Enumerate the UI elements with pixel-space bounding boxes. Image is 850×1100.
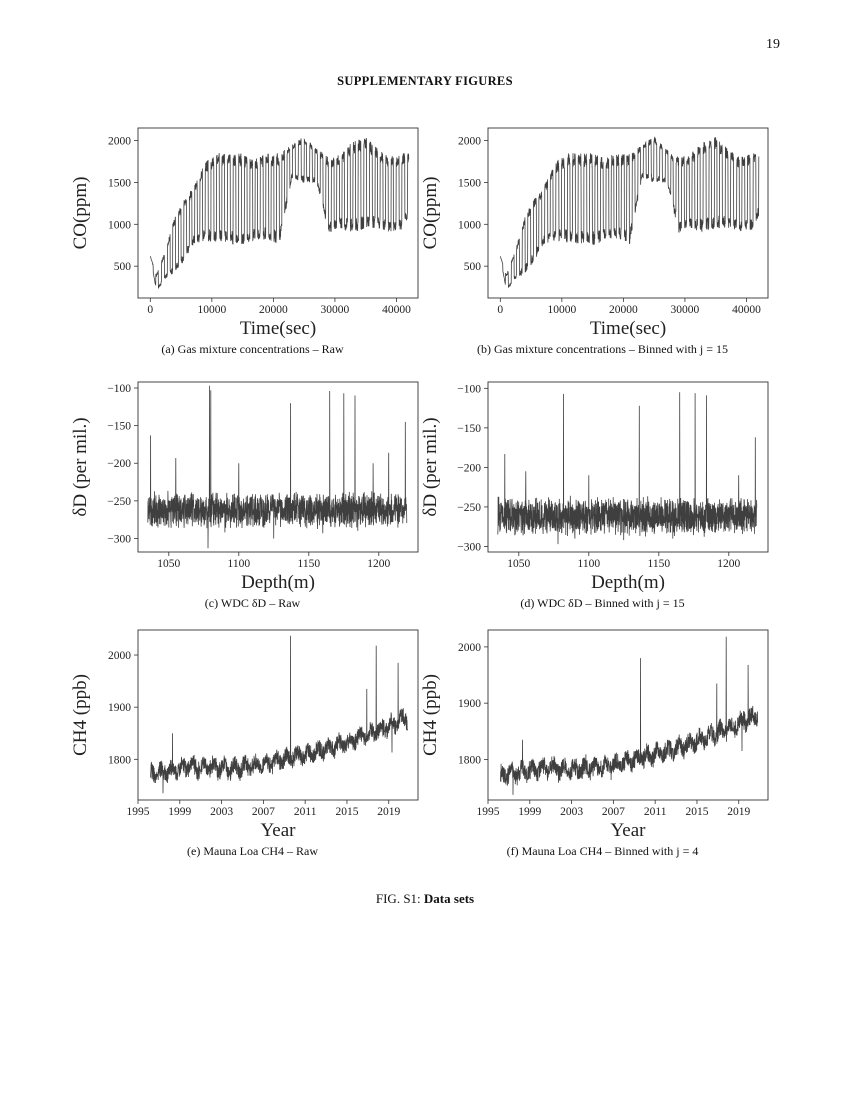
x-tick-label: 40000 (732, 304, 761, 316)
x-tick-label: 1995 (126, 806, 150, 818)
y-tick-label: −100 (107, 383, 131, 396)
x-tick-label: 1050 (157, 558, 181, 570)
panel-f (405, 620, 800, 860)
y-tick-label: 500 (463, 261, 481, 274)
x-tick-label: 2007 (601, 806, 625, 818)
y-tick-label: −300 (457, 541, 481, 554)
y-tick-label: −200 (107, 458, 131, 471)
panel-e (55, 620, 450, 860)
chart-panel-e (55, 620, 450, 840)
x-tick-label: 1995 (476, 806, 500, 818)
y-tick-label: 2000 (458, 641, 481, 654)
x-tick-label: 2015 (685, 806, 709, 818)
y-tick-label: 1000 (458, 219, 481, 232)
y-axis-label: CH4 (ppb) (70, 674, 91, 756)
y-axis-label: CO(ppm) (70, 176, 91, 250)
x-tick-label: 1200 (367, 558, 391, 570)
y-axis-label: CH4 (ppb) (420, 674, 441, 756)
x-tick-label: 2019 (377, 806, 401, 818)
panel-b (405, 118, 800, 358)
x-tick-label: 2019 (727, 806, 751, 818)
caption-c: (c) WDC δD – Raw (204, 596, 301, 610)
x-axis-label: Year (610, 820, 646, 841)
figure-caption (0, 891, 850, 907)
x-tick-label: 1999 (168, 806, 192, 818)
plot-area (138, 382, 418, 552)
caption-f: (f) Mauna Loa CH4 – Binned with j = 4 (506, 844, 699, 858)
x-tick-label: 0 (147, 304, 154, 316)
y-tick-label: −200 (457, 462, 481, 475)
y-tick-label: −150 (107, 420, 131, 433)
y-tick-label: −150 (457, 422, 481, 435)
x-tick-label: 1999 (518, 806, 542, 818)
x-tick-label: 1100 (227, 558, 251, 570)
section-heading: SUPPLEMENTARY FIGURES (337, 74, 513, 88)
x-axis-label: Year (260, 820, 296, 841)
x-tick-label: 2007 (251, 806, 275, 818)
chart-panel-d (405, 372, 800, 592)
caption-d: (d) WDC δD – Binned with j = 15 (520, 596, 685, 610)
panel-a (55, 118, 450, 358)
panel-c (55, 372, 450, 612)
x-tick-label: 1100 (577, 558, 601, 570)
x-axis-label: Time(sec) (589, 318, 667, 339)
chart-panel-a (55, 118, 450, 338)
chart-panel-f (405, 620, 800, 840)
chart-panel-b (405, 118, 800, 338)
x-tick-label: 2003 (560, 806, 584, 818)
y-axis-label: δD (per mil.) (70, 417, 91, 517)
y-axis-label: CO(ppm) (420, 176, 441, 250)
x-tick-label: 1050 (507, 558, 531, 570)
y-tick-label: −100 (457, 383, 481, 396)
x-tick-label: 30000 (670, 304, 700, 316)
y-tick-label: 2000 (108, 135, 131, 148)
x-tick-label: 2015 (335, 806, 359, 818)
y-tick-label: −250 (457, 501, 481, 514)
figure-caption-title: Data sets (423, 891, 475, 906)
x-tick-label: 2011 (293, 806, 317, 818)
x-axis-label: Depth(m) (591, 572, 665, 593)
y-tick-label: 1900 (108, 702, 131, 715)
caption-a: (a) Gas mixture concentrations – Raw (161, 342, 344, 356)
y-tick-label: 2000 (108, 650, 131, 663)
y-tick-label: 1000 (108, 219, 131, 232)
x-tick-label: 1200 (717, 558, 741, 570)
y-tick-label: −300 (107, 533, 131, 546)
y-tick-label: 1500 (108, 177, 131, 190)
y-tick-label: 1800 (458, 754, 481, 767)
page-number: 19 (766, 37, 780, 52)
x-tick-label: 10000 (547, 304, 577, 316)
y-tick-label: 1800 (108, 754, 131, 767)
caption-b: (b) Gas mixture concentrations – Binned with j = 15 (476, 342, 729, 356)
y-tick-label: 1500 (458, 177, 481, 190)
x-tick-label: 20000 (259, 304, 288, 316)
x-tick-label: 20000 (609, 304, 638, 316)
x-tick-label: 2011 (643, 806, 667, 818)
y-tick-label: −250 (107, 495, 131, 508)
y-tick-label: 500 (113, 261, 131, 274)
x-tick-label: 10000 (197, 304, 227, 316)
x-tick-label: 1150 (647, 558, 671, 570)
x-tick-label: 0 (497, 304, 504, 316)
x-axis-label: Depth(m) (241, 572, 315, 593)
chart-panel-c (55, 372, 450, 592)
x-tick-label: 2003 (210, 806, 234, 818)
x-axis-label: Time(sec) (239, 318, 317, 339)
y-tick-label: 2000 (458, 135, 481, 148)
x-tick-label: 40000 (382, 304, 411, 316)
x-tick-label: 30000 (320, 304, 350, 316)
caption-e: (e) Mauna Loa CH4 – Raw (187, 844, 318, 858)
y-tick-label: 1900 (458, 698, 481, 711)
figure-caption-prefix: FIG. S1: (375, 891, 421, 906)
panel-d (405, 372, 800, 612)
x-tick-label: 1150 (297, 558, 321, 570)
y-axis-label: δD (per mil.) (420, 417, 441, 517)
